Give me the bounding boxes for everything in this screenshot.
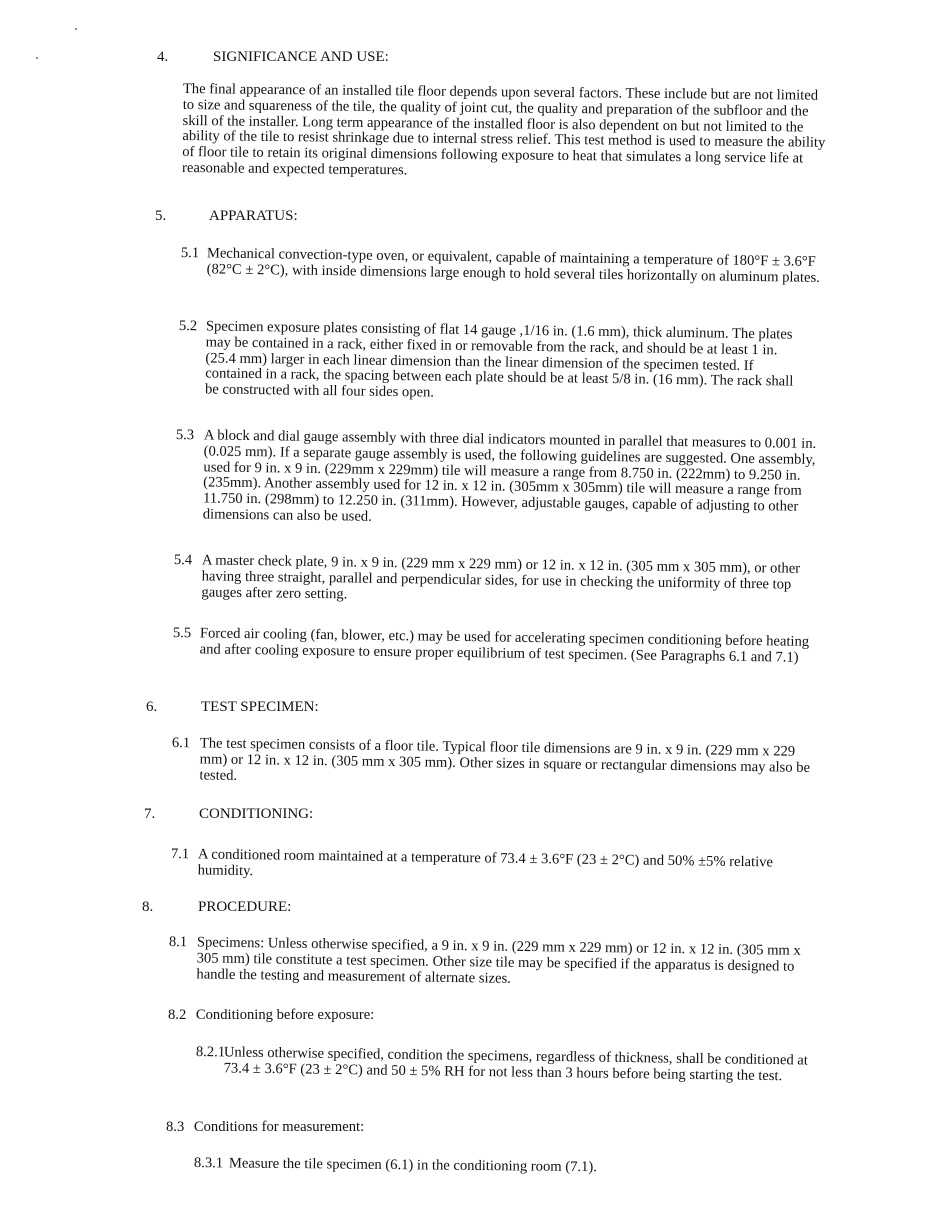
item-number: 8.2 — [168, 1007, 187, 1023]
section-number: 8. — [142, 899, 154, 915]
item-number: 8.3 — [166, 1119, 185, 1135]
item-8-2 — [168, 1008, 374, 1024]
section-5-heading — [155, 209, 555, 229]
item-text: The test specimen consists of a floor tile. Typical floor tile dimensions are 9 in. x 9 in. (229 mm x 229 mm) or 12 in. x 12 in. (305 mm x 305 mm). Other sizes in square or rectangular dimensions may also be tested. — [199, 735, 811, 784]
item-8-1 — [168, 935, 814, 991]
item-5-1 — [181, 246, 826, 287]
item-text: Unless otherwise specified, condition the specimens, regardless of thickness, shall be conditioned at 73.4 ± 3.6°F (23 ± 2°C) and 50 ± 5% RH for not less than 3 hours before being starting the test. — [223, 1044, 808, 1084]
item-text: Mechanical convection-type oven, or equivalent, capable of maintaining a temperature of 180°F ± 3.6°F (82°C ± 2°C), with inside dimensions large enough to hold several tiles horizontally on aluminum plates. — [206, 245, 820, 286]
item-number: 5.1 — [180, 245, 200, 262]
item-text: Measure the tile specimen (6.1) in the conditioning room (7.1). — [228, 1155, 597, 1176]
section-7-heading — [144, 807, 544, 827]
item-number: 5.2 — [178, 318, 198, 335]
section-number: 5. — [155, 208, 167, 224]
item-number: 5.4 — [173, 552, 193, 569]
item-label: Conditions for measurement: — [193, 1119, 365, 1135]
section-number: 7. — [144, 806, 156, 822]
section-4-heading — [157, 50, 557, 70]
section-number: 4. — [157, 49, 169, 65]
section-title: PROCEDURE: — [198, 899, 292, 915]
section-number: 6. — [146, 699, 158, 715]
scan-speck — [36, 57, 38, 59]
item-text: A conditioned room maintained at a temperature of 73.4 ± 3.6°F (23 ± 2°C) and 50% ±5% relative humidity. — [197, 846, 774, 879]
item-number: 8.2.1 — [195, 1044, 226, 1061]
section-title: SIGNIFICANCE AND USE: — [213, 49, 389, 65]
item-text: Forced air cooling (fan, blower, etc.) may be used for accelerating specimen conditioning before heating and after cooling exposure to ensure proper equilibrium of test specimen. (See Paragraphs 6.1 and 7.1) — [199, 625, 810, 666]
item-5-3 — [175, 428, 822, 532]
item-text: Specimens: Unless otherwise specified, a 9 in. x 9 in. (229 mm x 229 mm) or 12 in. x 12 in. (305 mm x 305 mm) tile constitute a test specimen. Other size tile may be specified if the apparatus is designed to handle the testing and measurement of alternate sizes. — [196, 934, 801, 987]
item-number: 5.5 — [172, 625, 192, 642]
section-title: CONDITIONING: — [199, 806, 314, 822]
section-title: TEST SPECIMEN: — [201, 699, 319, 715]
scan-speck — [75, 28, 77, 30]
section-4-paragraph: The final appearance of an installed tile floor depends upon several factors. These include but are not limited to size and squareness of the tile, the quality of joint cut, the quality and preparation of the subfloor and the skill of the installer. Long term appearance of the installed floor is also dependent on but not limited to the ability of the tile to resist shrinkage due to internal stress relief. This test method is used to measure the ability of floor tile to retain its original dimensions following exposure to heat that simulates a long service life at reasonable and expected temperatures. — [182, 81, 826, 179]
item-number: 7.1 — [170, 846, 190, 863]
item-label: Conditioning before exposure: — [195, 1007, 375, 1023]
item-text: Specimen exposure plates consisting of flat 14 gauge ,1/16 in. (1.6 mm), thick aluminum. The plates may be contained in a rack, either fixed in or removable from the rack, and should be at least 1 in. (25.4 mm) larger in each linear dimension than the linear dimension of the specimen tested. If contained in a rack, the spacing between each plate should be at least 5/8 in. (16 mm). The rack shall be constructed with all four sides open. — [204, 318, 794, 401]
item-8-3 — [166, 1120, 364, 1136]
item-6-1 — [171, 736, 822, 792]
section-8-heading — [142, 900, 542, 920]
item-5-4 — [173, 553, 820, 609]
item-text: A block and dial gauge assembly with three dial indicators mounted in parallel that measures to 0.001 in. (0.025 mm). If a separate gauge assembly is used, the following guidelines are suggested. One assembly, used for 9 in. x 9 in. (229mm x 229mm) tile will measure a range from 8.750 in. (222mm) to 9.250 in. (235mm). Another assembly used for 12 in. x 12 in. (305mm x 305mm) tile will measure a range from 11.750 in. (298mm) to 12.250 in. (311mm). However, adjustable gauges, capable of adjusting to other dimensions can also be used. — [202, 427, 817, 525]
section-title: APPARATUS: — [209, 208, 298, 224]
item-number: 8.3.1 — [193, 1155, 224, 1172]
section-6-heading — [146, 700, 546, 720]
item-5-2 — [178, 319, 809, 407]
item-text: A master check plate, 9 in. x 9 in. (229 mm x 229 mm) or 12 in. x 12 in. (305 mm x 305 mm), or other having three straight, parallel and perpendicular sides, for use in checking the uniformity of three top gauges after zero setting. — [201, 552, 801, 603]
item-8-2-1 — [196, 1045, 816, 1085]
item-5-5 — [173, 626, 823, 667]
item-8-3-1 — [194, 1156, 814, 1178]
item-number: 6.1 — [171, 735, 191, 752]
item-7-1 — [171, 847, 826, 888]
item-number: 5.3 — [175, 427, 195, 444]
item-number: 8.1 — [168, 934, 188, 951]
